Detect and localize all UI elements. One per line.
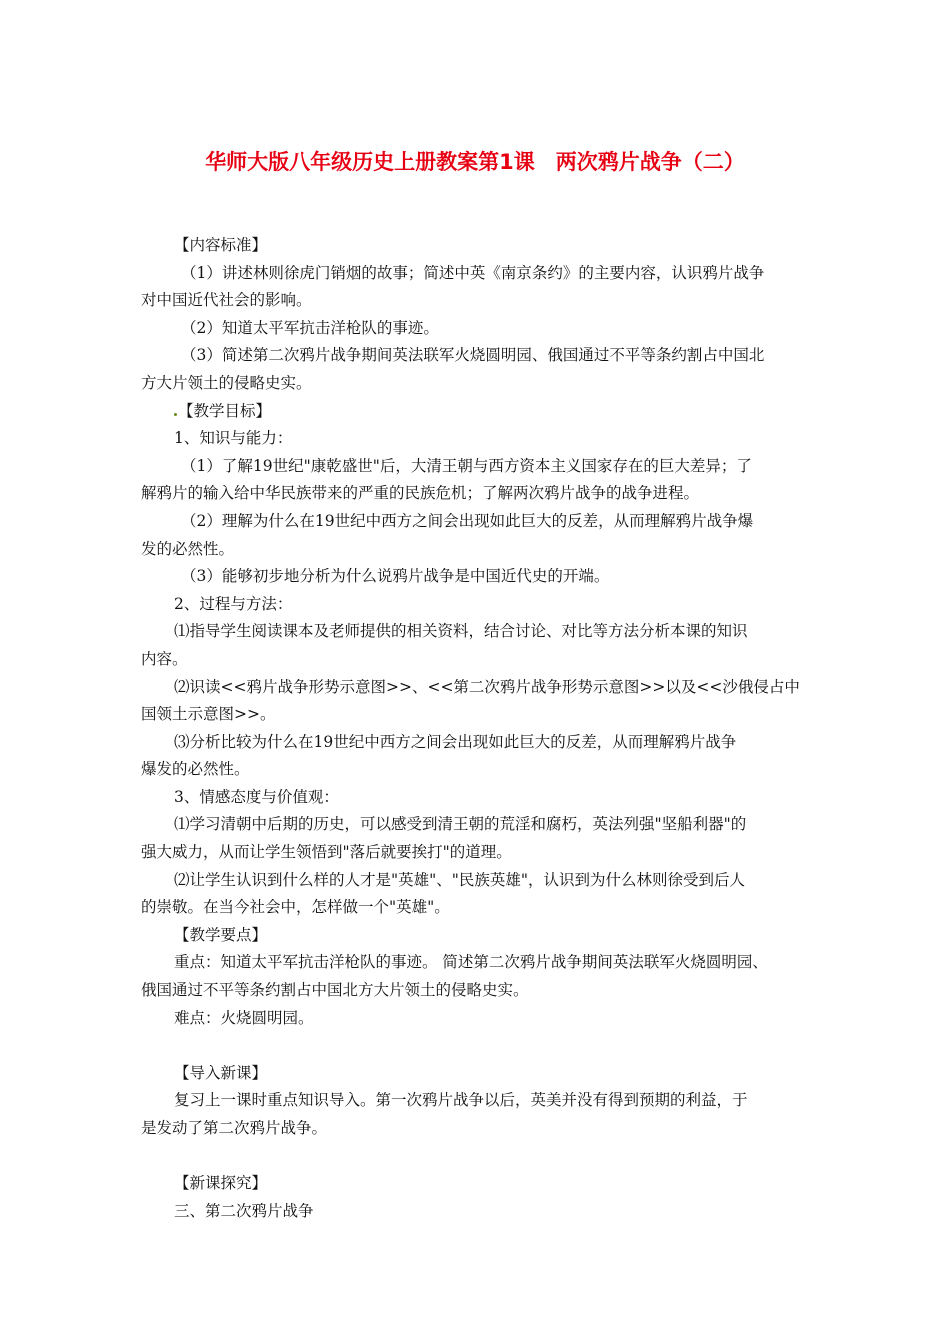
section-heading-content-standard: 【内容标准】 <box>174 236 268 254</box>
page-title: 华师大版八年级历史上册教案第1课 两次鸦片战争（二） <box>205 150 745 174</box>
section-heading-intro: 【导入新课】 <box>174 1063 268 1082</box>
stray-mark <box>174 413 177 416</box>
subheading-emotion: 3、情感态度与价值观： <box>174 787 339 806</box>
intro-text: 复习上一课时重点知识导入。第一次鸦片战争以后，英美并没有得到预期的利益，于 <box>174 1091 748 1110</box>
spacer <box>141 1032 821 1060</box>
content-standard-item-3-cont: 方大片领土的侵略史实。 <box>141 373 312 392</box>
content-standard-item-1: （1）讲述林则徐虎门销烟的故事；简述中英《南京条约》的主要内容，认识鸦片战争 <box>181 263 765 282</box>
emotion-item-1-cont: 强大威力，从而让学生领悟到"落后就要挨打"的道理。 <box>141 843 512 862</box>
key-points-focus-cont: 俄国通过不平等条约割占中国北方大片领土的侵略史实。 <box>141 981 529 1000</box>
content-standard-item-1-cont: 对中国近代社会的影响。 <box>141 291 312 310</box>
key-points-focus: 重点：知道太平军抗击洋枪队的事迹。 简述第二次鸦片战争期间英法联军火烧圆明园、 <box>174 953 768 972</box>
spacer <box>141 1143 821 1171</box>
emotion-item-2: ⑵让学生认识到什么样的人才是"英雄"、"民族英雄"，认识到为什么林则徐受到后人 <box>174 870 746 889</box>
section-heading-teaching-goals <box>141 398 821 426</box>
knowledge-item-1: （1）了解19世纪"康乾盛世"后，大清王朝与西方资本主义国家存在的巨大差异；了 <box>181 456 752 475</box>
teaching-goals-heading-text: 【教学目标】 <box>178 401 272 420</box>
section-heading-key-points: 【教学要点】 <box>174 925 268 944</box>
emotion-item-1: ⑴学习清朝中后期的历史，可以感受到清王朝的荒淫和腐朽，英法列强"坚船利器"的 <box>174 815 747 834</box>
knowledge-item-1-cont: 解鸦片的输入给中华民族带来的严重的民族危机；了解两次鸦片战争的战争进程。 <box>141 484 700 503</box>
key-points-difficulty: 难点：火烧圆明园。 <box>174 1008 314 1027</box>
process-item-1: ⑴指导学生阅读课本及老师提供的相关资料，结合讨论、对比等方法分析本课的知识 <box>174 622 748 641</box>
new-lesson-section-title: 三、第二次鸦片战争 <box>174 1201 314 1220</box>
knowledge-item-3: （3）能够初步地分析为什么说鸦片战争是中国近代史的开端。 <box>181 567 610 586</box>
process-item-3: ⑶分析比较为什么在19世纪中西方之间会出现如此巨大的反差，从而理解鸦片战争 <box>174 732 737 751</box>
section-heading-new-lesson: 【新课探究】 <box>174 1174 268 1193</box>
content-standard-item-3: （3）简述第二次鸦片战争期间英法联军火烧圆明园、俄国通过不平等条约割占中国北 <box>181 346 765 365</box>
process-item-3-cont: 爆发的必然性。 <box>141 760 250 779</box>
emotion-item-2-cont: 的崇敬。在当今社会中，怎样做一个"英雄"。 <box>141 898 450 917</box>
knowledge-item-2-cont: 发的必然性。 <box>141 539 235 558</box>
subheading-process: 2、过程与方法： <box>174 594 293 613</box>
process-item-2-cont: 国领土示意图>>。 <box>141 705 276 724</box>
process-item-1-cont: 内容。 <box>141 649 188 668</box>
content-standard-item-2: （2）知道太平军抗击洋枪队的事迹。 <box>181 318 439 337</box>
document-body <box>141 232 821 1225</box>
knowledge-item-2: （2）理解为什么在19世纪中西方之间会出现如此巨大的反差，从而理解鸦片战争爆 <box>181 511 754 530</box>
subheading-knowledge: 1、知识与能力： <box>174 429 293 448</box>
intro-text-cont: 是发动了第二次鸦片战争。 <box>141 1119 328 1137</box>
process-item-2: ⑵识读<<鸦片战争形势示意图>>、<<第二次鸦片战争形势示意图>>以及<<沙俄侵占中 <box>174 677 800 696</box>
